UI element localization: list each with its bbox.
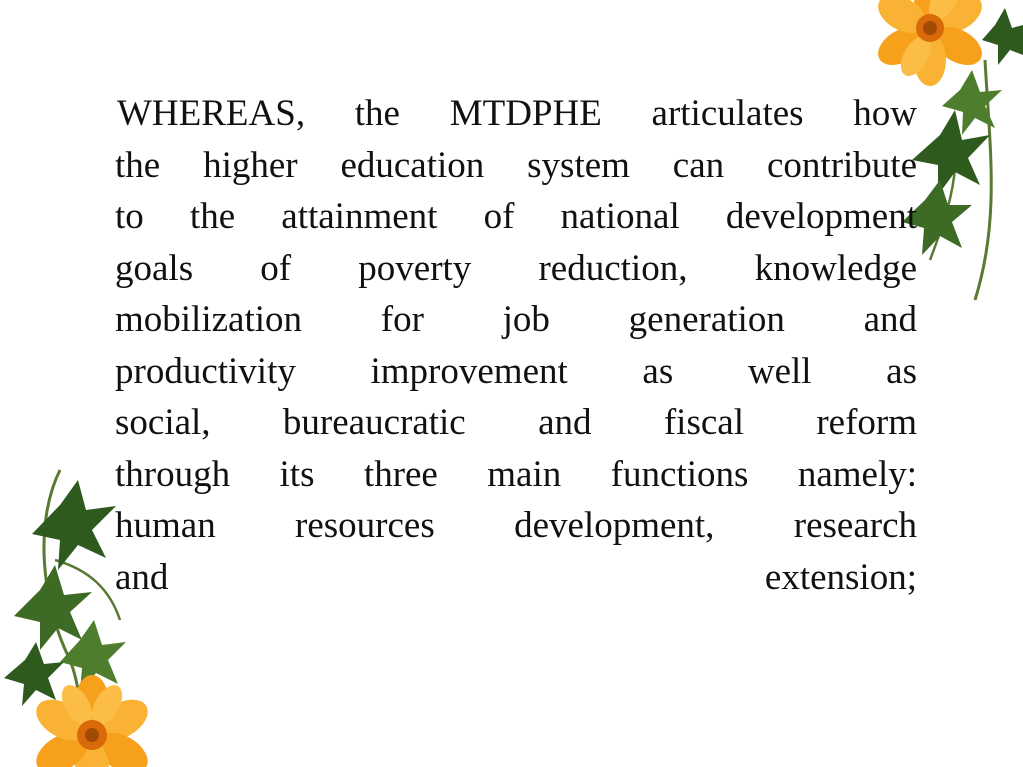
paragraph-line: mobilization for job generation and xyxy=(115,299,917,340)
paragraph-line: the higher education system can contribute xyxy=(115,144,917,186)
paragraph-line: to the attainment of national development xyxy=(115,196,917,237)
paragraph-line: human resources development, research xyxy=(115,505,917,546)
paragraph-line: WHEREAS, the MTDPHE articulates how xyxy=(117,93,917,134)
paragraph-line: through its three main functions namely: xyxy=(115,453,917,495)
paragraph-line: goals of poverty reduction, knowledge xyxy=(115,247,917,289)
paragraph-line: social, bureaucratic and fiscal reform xyxy=(115,402,917,443)
body-paragraph xyxy=(115,88,917,603)
paragraph-line: productivity improvement as well as xyxy=(115,350,917,392)
paragraph-line: and extension; xyxy=(115,556,917,598)
